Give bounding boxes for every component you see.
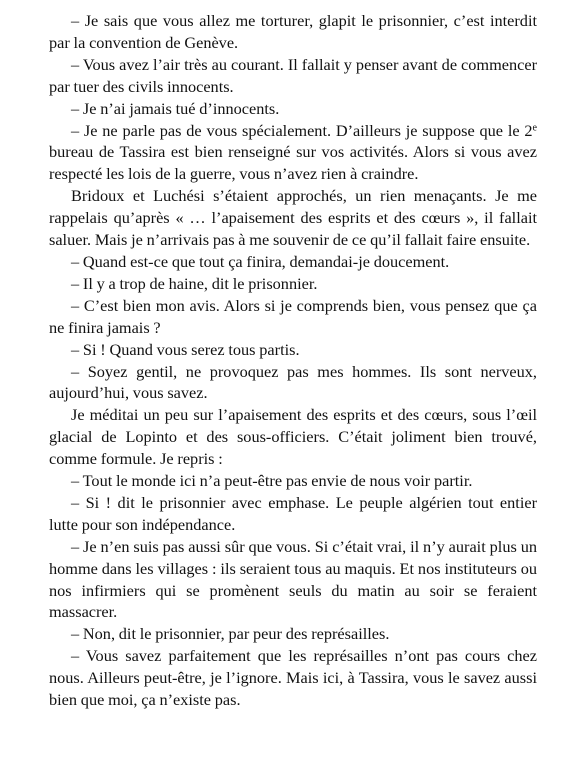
book-page-text [49,10,537,711]
ordinal-suffix: e [532,121,537,133]
paragraph: – Non, dit le prisonnier, par peur des représailles. [71,624,390,644]
paragraph: – Soyez gentil, ne provoquez pas mes hommes. Ils sont nerveux, aujourd’hui, vous savez. [49,361,537,403]
paragraph: – Tout le monde ici n’a peut-être pas envie de nous voir partir. [71,471,473,491]
paragraph: – Je ne parle pas de vous spécialement. D’ailleurs je suppose que le 2e bureau de Tassira est bien renseigné sur vos activités. Alors si vous avez respecté les lois de la guerre, vous n’avez rien à craindre. [49,120,537,184]
paragraph: – Je n’en suis pas aussi sûr que vous. Si c’était vrai, il n’y aurait plus un homme dans les villages : ils seraient tous au maquis. Et nos instituteurs ou nos infirmiers qui se promènent seuls du matin au soir se feraient massacrer. [49,536,537,622]
paragraph: – Vous savez parfaitement que les représailles n’ont pas cours chez nous. Ailleurs peut-être, je l’ignore. Mais ici, à Tassira, vous le savez aussi bien que moi, ça n’existe pas. [49,646,537,710]
paragraph: – Si ! Quand vous serez tous partis. [71,339,300,359]
paragraph: – Je n’ai jamais tué d’innocents. [71,98,280,118]
paragraph: – Vous avez l’air très au courant. Il fallait y penser avant de commencer par tuer des civils innocents. [49,54,537,96]
paragraph: Je méditai un peu sur l’apaisement des esprits et des cœurs, sous l’œil glacial de Lopinto et des sous-officiers. C’était joliment bien trouvé, comme formule. Je repris : [49,405,537,469]
paragraph: – Il y a trop de haine, dit le prisonnier. [71,273,318,293]
paragraph: – Quand est-ce que tout ça finira, demandai-je doucement. [71,251,450,271]
paragraph: – C’est bien mon avis. Alors si je comprends bien, vous pensez que ça ne finira jamais ? [49,295,537,337]
paragraph: – Si ! dit le prisonnier avec emphase. Le peuple algérien tout entier lutte pour son indépendance. [49,492,537,534]
paragraph: – Je sais que vous allez me torturer, glapit le prisonnier, c’est interdit par la convention de Genève. [49,11,537,52]
paragraph: Bridoux et Luchési s’étaient approchés, un rien menaçants. Je me rappelais qu’après « … l’apaisement des esprits et des cœurs », il fallait saluer. Mais je n’arrivais pas à me souvenir de ce qu’il fallait faire ensuite. [49,186,537,250]
